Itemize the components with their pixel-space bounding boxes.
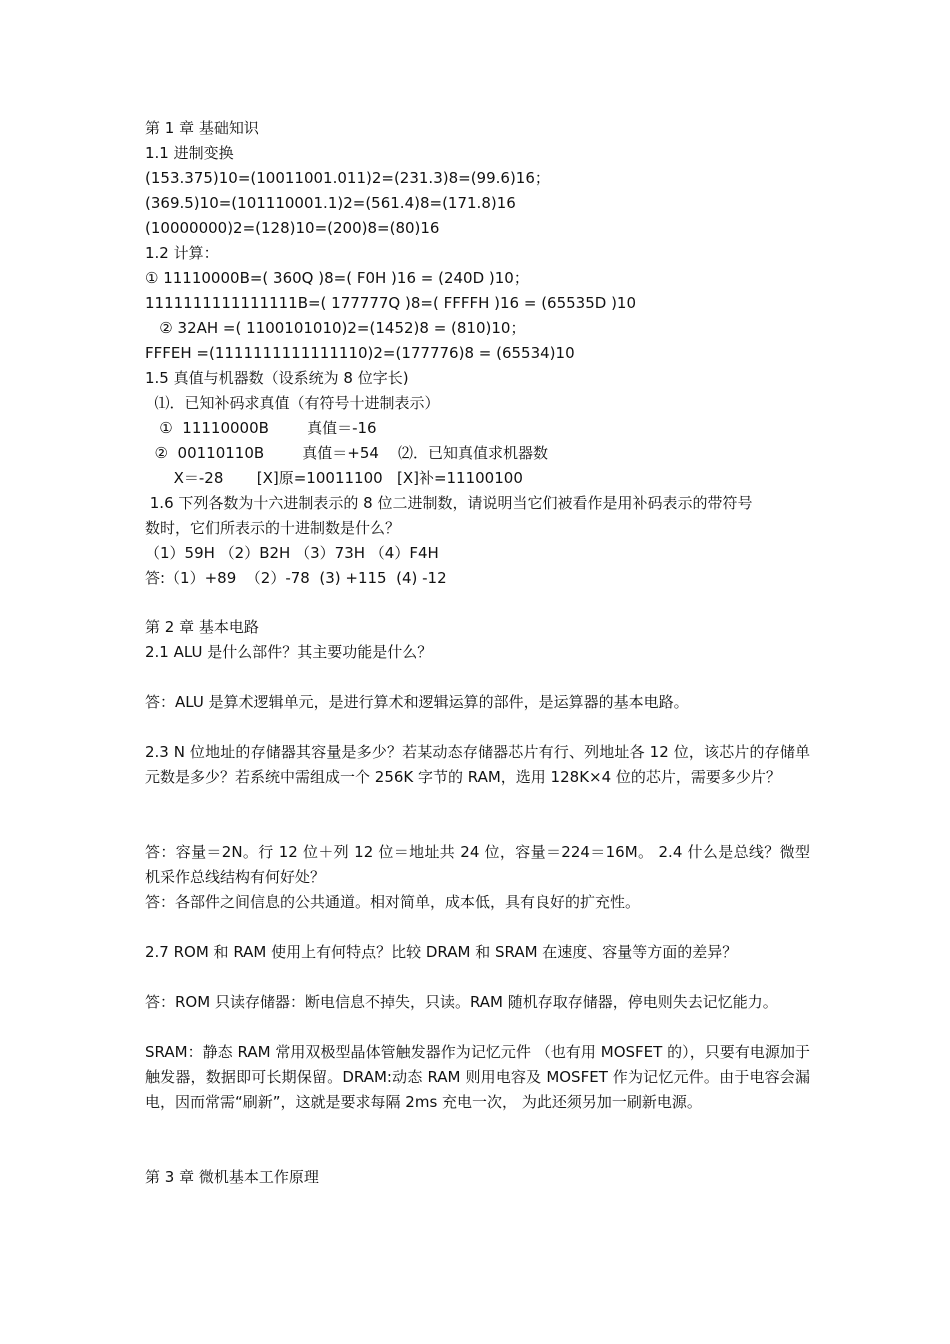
true-value-line-2: ② 00110110B 真值＝+54 ⑵．已知真值求机器数 bbox=[145, 444, 549, 462]
chapter-1-title: 第 1 章 基础知识 bbox=[145, 119, 259, 137]
chapter-3-title: 第 3 章 微机基本工作原理 bbox=[145, 1168, 319, 1186]
machine-number-line: X＝-28 [X]原=10011100 [X]补=11100100 bbox=[145, 469, 523, 487]
section-2-1-answer: 答：ALU 是算术逻辑单元，是进行算术和逻辑运算的部件，是运算器的基本电路。 bbox=[145, 693, 689, 711]
conversion-line-1: (153.375)10=(10011001.011)2=(231.3)8=(99.6)16； bbox=[145, 169, 550, 187]
section-1-6-question-line-1: 1.6 下列各数为十六进制表示的 8 位二进制数，请说明当它们被看作是用补码表示的带符号 bbox=[145, 494, 753, 512]
section-2-3-question: 2.3 N 位地址的存储器其容量是多少？若某动态存储器芯片有行、列地址各 12 位，该芯片的存储单元数是多少？若系统中需组成一个 256K 字节的 RAM，选用 128K×4 位的芯片，需要多少片？ bbox=[145, 743, 810, 786]
section-2-7-answer: 答：ROM 只读存储器：断电信息不掉失，只读。RAM 随机存取存储器，停电则失去记忆能力。 bbox=[145, 993, 778, 1011]
calc-line-3: ② 32AH =( 1100101010)2=(1452)8 = (810)10； bbox=[145, 319, 526, 337]
calc-line-4: FFFEH =(1111111111111110)2=(177776)8 = (65534)10 bbox=[145, 344, 575, 362]
subsection-1-5-1: ⑴．已知补码求真值（有符号十进制表示） bbox=[145, 394, 440, 412]
chapter-2-title: 第 2 章 基本电路 bbox=[145, 618, 259, 636]
conversion-line-2: (369.5)10=(101110001.1)2=(561.4)8=(171.8)16 bbox=[145, 194, 516, 212]
section-1-6-items: （1）59H （2）B2H （3）73H （4）F4H bbox=[145, 544, 439, 562]
section-1-6-answer: 答:（1）+89 （2）-78 (3) +115 (4) -12 bbox=[145, 569, 447, 587]
calc-line-1: ① 11110000B=( 360Q )8=( F0H )16 = (240D )10； bbox=[145, 269, 529, 287]
section-2-3-answer: 答：容量＝2N。行 12 位＋列 12 位＝地址共 24 位，容量＝224＝16M。 2.4 什么是总线？微型机采作总线结构有何好处？ bbox=[145, 843, 810, 886]
conversion-line-3: (10000000)2=(128)10=(200)8=(80)16 bbox=[145, 219, 440, 237]
sram-dram-paragraph: SRAM：静态 RAM 常用双极型晶体管触发器作为记忆元件 （也有用 MOSFET 的），只要有电源加于触发器，数据即可长期保留。DRAM:动态 RAM 则用电容及 MOSFET 作为记忆元件。由于电容会漏电，因而常需“刷新”，这就是要求每隔 2ms 充电一次， 为此还须另加一刷新电源。 bbox=[145, 1043, 810, 1111]
section-1-2-title: 1.2 计算： bbox=[145, 244, 219, 262]
section-2-1-question: 2.1 ALU 是什么部件？其主要功能是什么？ bbox=[145, 643, 433, 661]
calc-line-2: 1111111111111111B=( 177777Q )8=( FFFFH )16 = (65535D )10 bbox=[145, 294, 637, 312]
section-2-7-question: 2.7 ROM 和 RAM 使用上有何特点？比较 DRAM 和 SRAM 在速度、容量等方面的差异？ bbox=[145, 943, 738, 961]
true-value-line-1: ① 11110000B 真值＝-16 bbox=[145, 419, 377, 437]
section-1-6-question-line-2: 数时，它们所表示的十进制数是什么？ bbox=[145, 519, 401, 537]
section-2-4-answer: 答：各部件之间信息的公共通道。相对简单，成本低，具有良好的扩充性。 bbox=[145, 893, 641, 911]
section-1-1-title: 1.1 进制变换 bbox=[145, 144, 234, 162]
section-1-5-title: 1.5 真值与机器数（设系统为 8 位字长) bbox=[145, 369, 409, 387]
